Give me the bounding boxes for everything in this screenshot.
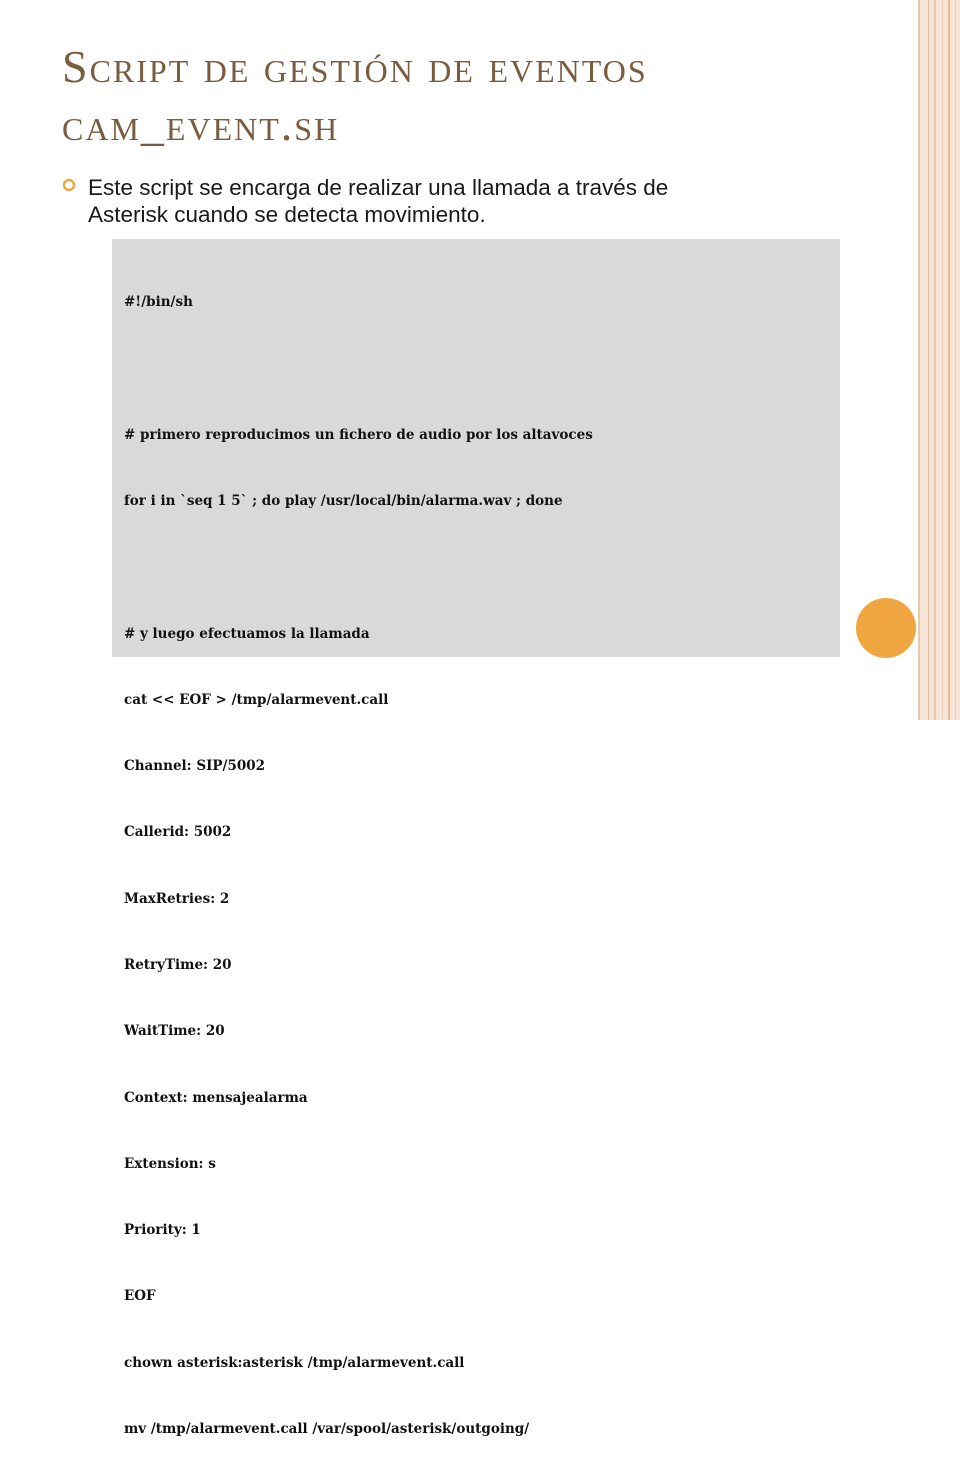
code-line: Channel: SIP/5002 xyxy=(124,758,266,775)
bullet-text xyxy=(88,174,808,228)
decorative-stripe xyxy=(955,0,956,720)
code-line: cat << EOF > /tmp/alarmevent.call xyxy=(124,691,389,708)
code-line: #!/bin/sh xyxy=(124,294,193,311)
code-line: MaxRetries: 2 xyxy=(124,890,230,907)
code-line: # y luego efectuamos la llamada xyxy=(124,625,370,642)
code-block xyxy=(112,239,840,1437)
decorative-stripe xyxy=(928,0,929,720)
code-lines xyxy=(124,247,593,1484)
circle-bullet-icon xyxy=(62,178,76,192)
decorative-stripe xyxy=(948,0,950,720)
decorative-circle xyxy=(856,598,916,658)
code-line: chown asterisk:asterisk /tmp/alarmevent.call xyxy=(124,1354,465,1371)
code-line: Context: mensajealarma xyxy=(124,1089,308,1106)
slide-title-line-2: cam_event.sh xyxy=(62,99,340,150)
decorative-stripe xyxy=(942,0,943,720)
code-line: mv /tmp/alarmevent.call /var/spool/asterisk/outgoing/ xyxy=(124,1420,530,1437)
decorative-stripe xyxy=(934,0,936,720)
code-line: WaitTime: 20 xyxy=(124,1023,225,1040)
code-line xyxy=(124,357,593,379)
decorative-stripe-band xyxy=(918,0,960,720)
code-line: # primero reproducimos un fichero de audio por los altavoces xyxy=(124,426,593,443)
code-line: for i in `seq 1 5` ; do play /usr/local/bin/alarma.wav ; done xyxy=(124,493,563,510)
code-line xyxy=(124,556,593,578)
decorative-stripe xyxy=(918,0,920,720)
code-line: Callerid: 5002 xyxy=(124,824,232,841)
code-line: Priority: 1 xyxy=(124,1222,201,1239)
slide-title xyxy=(62,38,892,154)
code-line: Extension: s xyxy=(124,1155,216,1172)
code-line: EOF xyxy=(124,1288,156,1305)
bullet-text-line-1: Este script se encarga de realizar una llamada a través de xyxy=(88,175,669,200)
slide-title-line-1: Script de gestión de eventos xyxy=(62,41,648,92)
bullet-text-line-2: Asterisk cuando se detecta movimiento. xyxy=(88,202,486,227)
code-line: RetryTime: 20 xyxy=(124,957,232,973)
